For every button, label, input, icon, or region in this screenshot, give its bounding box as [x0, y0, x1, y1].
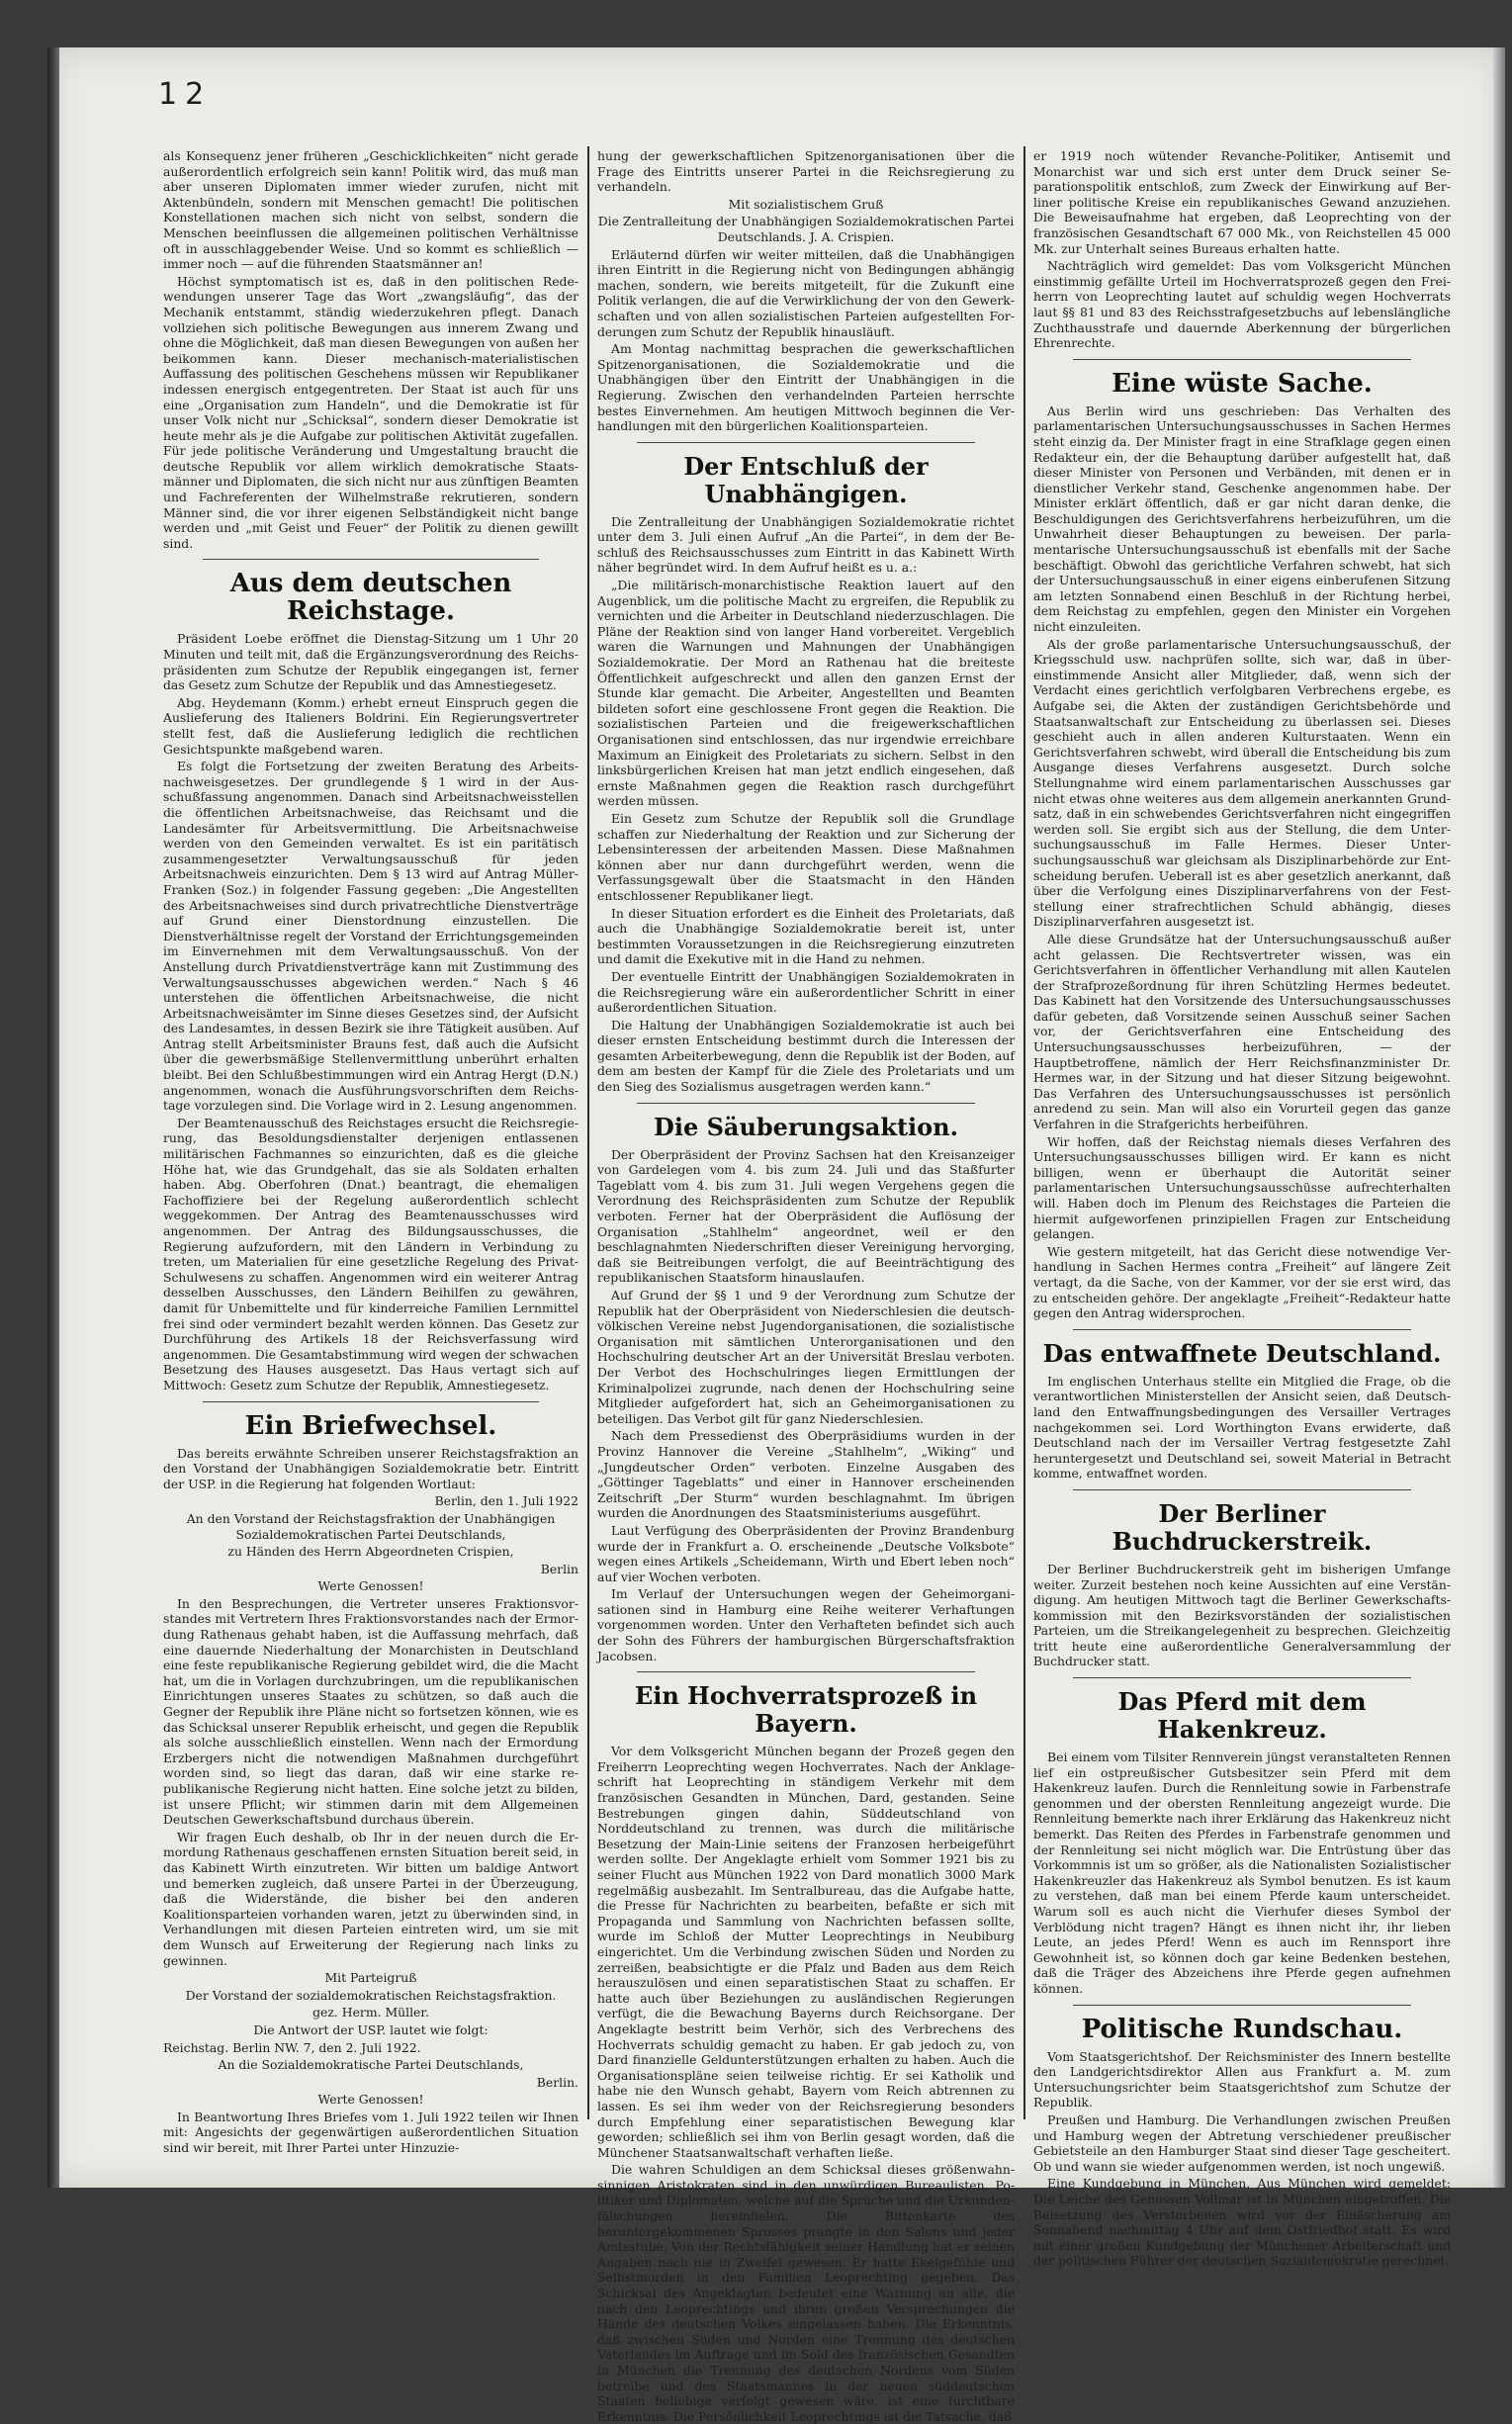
page-number: 12: [158, 77, 213, 112]
headline-buchdrucker: Der Berliner Buchdruckerstreik.: [1112, 1498, 1373, 1556]
article-paragraph: Vom Staatsgerichtshof. Der Reichsminister des Innern bestellte den Landgerichtsdirektor Allen aus Frankfurt a. M. zum Untersuchungsrichter beim Staatsgerichtshof zum Schutze der Republik.: [1033, 2048, 1451, 2110]
article-paragraph: Der Oberpräsident der Provinz Sachsen hat den Kreisanzeiger von Gardelegen vom 4. bis zum 24. Juli und das Staßfurter Tageblatt vom 4. bis zum 31. Juli wegen Vergehens gegen die Verordnung des Reichspräsidenten zum Schutze der Republik verboten. Ferner hat der Oberpräsident die Auflösung der Organisation „Stahlhelm“ angeordnet, weil er den beschlagnahmten Niederschriften dieser Vereinigung hervorging, daß sie Beitreibungen verfolgt, die auf Beeinträchtigung des republikanischen Staatsform hinauslaufen.: [597, 1146, 1015, 1286]
divider: [1073, 359, 1411, 360]
reply-city: Berlin.: [536, 2074, 578, 2090]
article-paragraph: Höchst symptomatisch ist es, daß in den politischen Redewendungen unserer Tage das Wort „zwangsläufig“, das der Mechanik entstammt, ständig wiederzukehren pflegt. Danach vollziehen sich politische Bewegungen aus innerem Zwang und ohne die Möglichkeit, daß man diesen Bewegungen von außen her beikommen kann. Dieser mechanisch-materialistischen Auffassung des politischen Geschehens müssen wir Republikaner indessen energisch entgegentreten. Der Staat ist auch für uns eine „Organisation zum Handeln“, und die Demokratie ist für unser Volk nicht nur „Schicksal“, sondern dieser Demokratie ist heute mehr als je die Aufgabe zur politischen Aktivität zugefallen. Für jede politische Veränderung und Umgestaltung braucht die deutsche Republik vor allem wirklich demokratische Staatsmänner und Diplomaten, die sich nicht nur aus zünftigen Beamten und Fachreferenten der Wilhelmstraße rekrutieren, sondern Männer sind, die vor ihrer eigenen Selbständigkeit nicht bange werden und „mit Geist und Feuer“ der Politik zu dienen gewillt sind.: [163, 273, 578, 551]
article-paragraph: Als der große parlamentarische Untersuchungsausschuß, der Kriegsschuld usw. nachprüfen sollte, sich war, daß in übereinstimmende Ansicht aller Mitglieder, daß, wenn sich der Verdacht eines gerichtlich verfolgbaren Verbrechens ergebe, es Aufgabe sei, die Akten der zuständigen Gerichtsbehörde und Staatsanwaltschaft zur Entscheidung zu überlassen sei. Dieses geschieht auch in allen anderen Kulturstaaten. Wenn ein Gerichtsverfahren schwebt, wird überall die Entscheidung bis zum Ausgange dieses Verfahrens ausgesetzt. Durch solche Stellungnahme wird einem parlamentarischen Ausschusses gar nicht etwas ohne weiteres aus dem allgemein anerkannten Grundsatz, daß in ein schwebendes Gerichtsverfahren nicht eingegriffen werden soll. Sie ergibt sich aus der Stellung, die dem Untersuchungsausschuß im Falle Hermes. Dieser Untersuchungsausschuß war gleichsam als Disziplinarbehörde zur Entscheidung berufen. Ueberall ist es aber gesetzlich anerkannt, daß über die Verfolgung eines Disziplinarverfahrens von der Feststellung einer strafrechtlichen Schuld abhängig, dieses Disziplinarverfahren ausgesetzt ist.: [1033, 636, 1451, 930]
article-paragraph: Es folgt die Fortsetzung der zweiten Beratung des Arbeitsnachweisgesetzes. Der grundlegende § 1 wird in der Ausschußfassung angenommen. Danach sind Arbeitsnachweisstellen die öffentlichen Arbeitsnachweise, das Reichsamt und die Landesämter für Arbeitsvermittlung. Die Arbeitsnachweise werden von den Gemeinden verwaltet. Es ist ein paritätisch zusammengesetzter Verwaltungsausschuß für jeden Arbeitsnachweis einzurichten. Dem § 13 wird auf Antrag Müller-Franken (Soz.) in folgender Fassung gegeben: „Die Angestellten des Arbeitsnachweises sind durch privatrechtliche Dienstverträge auf Grund einer Dienstordnung einzustellen. Die Dienstverhältnisse regelt der Vorstand der Errichtungsgemeinden im Einvernehmen mit dem Verwaltungsausschuß. Von der Anstellung durch Privatdienstverträge kann mit Zustimmung des Verwaltungsausschusses abgewichen werden.“ Nach § 46 unterstehen die öffentlichen Arbeitsnachweise, die nicht Arbeitsnachweisämter im Sinne dieses Gesetzes sind, der Aufsicht des Landesamtes, in dessen Bezirk sie ihre Tätigkeit ausüben. Auf Antrag stellt Arbeitsminister Brauns fest, daß auch die Aufsicht über die gewerbsmäßige Stellenvermittlung unberührt erhalten bleibt. Bei den Schlußbestimmungen wird ein Antrag Hergt (D.N.) angenommen, wonach die Ausführungsvorschriften dem Reichstage vorzulegen sind. Die Vorlage wird in 2. Lesung angenommen.: [163, 759, 578, 1114]
article-paragraph: Der eventuelle Eintritt der Unabhängigen Sozialdemokraten in die Reichsregierung wäre ein außerordentlicher Schritt in einer außerordentlichen Situation.: [597, 968, 1015, 1016]
letter-signature: Der Vorstand der sozialdemokratischen Reichstagsfraktion.: [185, 1987, 557, 2003]
article-paragraph: Vor dem Volksgericht München begann der Prozeß gegen den Freiherrn Leoprechting wegen Hochverrates. Nach der Anklageschrift hat Leoprechting in ständigem Verkehr mit dem französischen Gesandten in München, Dard, gestanden. Seine Bestrebungen gingen dahin, Süddeutschland von Norddeutschland zu trennen, was durch die militärische Besetzung der Main-Linie seitens der Franzosen herbeigeführt werden sollte. Der Angeklagte erhielt vom Sommer 1921 bis zu seiner Flucht aus München 1922 von Dard monatlich 3000 Mark regelmäßig ausbezahlt. Im Sentralbureau, das die Aufgabe hatte, die Presse für Nachrichten zu bearbeiten, befaßte er sich mit Propaganda und Sammlung von Nachrichten befassen sollte, wurde im Schloß der Mutter Leoprechtings in Neubiburg eingerichtet. Um die Verbindung zwischen Süden und Norden zu zerreißen, beabsichtigte er die Pfalz und Baden aus dem Reich herauszulösen und einen separatistischen Staat zu schaffen. Er hatte auch über Beziehungen zu ausländischen Regierungen verfügt, die die Bewachung Bayerns durch Reichsorgane. Der Angeklagte bestritt beim Verhör, sich des Verbrechens des Hochverrats schuldig gemacht zu haben. Er gab jedoch zu, von Dard finanzielle Geldunterstützungen erhalten zu haben. Auch die Organisationspläne seien teilweise richtig. Er sei Katholik und habe nie den Wunsch gehabt, Bayern vom Reich abtrennen zu lassen. Es sei ihm weder von der Reichsregierung besonders durch Empfehlung einer separatistischen Bewegung klar geworden; schließlich sei ihm von Berlin gesagt worden, daß die Münchener Staatsanwaltschaft verhaften ließe.: [597, 1744, 1015, 2160]
article-paragraph: Abg. Heydemann (Komm.) erhebt erneut Einspruch gegen die Auslieferung des Italieners Boldrini. Ein Regierungsvertreter stellt fest, daß die Auslieferung lediglich die rechtlichen Gesichtspunkte maßgebend waren.: [163, 694, 578, 757]
reply-salutation: Werte Genossen!: [317, 2092, 424, 2108]
letter-address: zu Händen des Herrn Abgeordneten Crispien,: [227, 1544, 514, 1560]
divider: [1073, 1489, 1411, 1490]
article-paragraph: Im Verlauf der Untersuchungen wegen der Geheimorganisationen sind in Hamburg eine Reihe weiterer Verhaftungen vorgenommen worden. Unter den Verhafteten befindet sich auch der Sohn des Führers der hamburgischen Bürgerschaftsfraktion Jacobsen.: [597, 1586, 1015, 1663]
headline-hochverrat: Ein Hochverratsprozeß in Bayern.: [634, 1681, 978, 1739]
headline-saeuberung: Die Säuberungsaktion.: [654, 1112, 958, 1141]
letter-closing: Mit Parteigruß: [324, 1970, 417, 1986]
binding-shadow-left: [47, 47, 59, 2188]
article-paragraph: Laut Verfügung des Oberpräsidenten der Provinz Brandenburg wurde der in Frankfurt a. O. erscheinende „Deutsche Volksbote“ wegen eines Artikels „Scheidemann, Wirth und Ebert leben noch“ auf vier Wochen verboten.: [597, 1522, 1015, 1584]
divider: [203, 1401, 539, 1402]
reply-header: Reichstag. Berlin NW. 7, den 2. Juli 1922.: [163, 2039, 421, 2055]
article-paragraph: Wie gestern mitgeteilt, hat das Gericht diese notwendige Verhandlung in Sachen Hermes contra „Freiheit“ auf längere Zeit vertagt, da die Sache, von der Kammer, vor der sie erst wird, das zu entscheiden gehöre. Der angeklagte „Freiheit“-Redakteur hatte gegen den Antrag widersprochen.: [1033, 1243, 1451, 1321]
article-paragraph: Eine Kundgebung in München. Aus München wird gemeldet: Die Leiche des Genossen Vollmar ist in München eingetroffen. Die Beisetzung des Verstorbenen wird vor der Einäscherung am Sonnabend nachmittag 4 Uhr auf dem Ostfriedhof statt. Es wird mit einer großen Kundgebung der Münchener Arbeiterschaft und der politischen Führer der deutschen Sozialdemokratie gerechnet.: [1033, 2176, 1451, 2269]
headline-pferd: Das Pferd mit dem Hakenkreuz.: [1117, 1687, 1367, 1745]
column-rule: [587, 146, 589, 2119]
divider: [1073, 1329, 1411, 1330]
article-paragraph: In Beantwortung Ihres Briefes vom 1. Juli 1922 teilen wir Ihnen mit: Angesichts der gegenwärtigen außerordentlichen Situation sind wir bereit, mit Ihrer Partei unter Hinzuzie-: [163, 2109, 578, 2156]
article-paragraph: Auf Grund der §§ 1 und 9 der Verordnung zum Schutze der Republik hat der Oberpräsident von Niederschlesien die deutsch-völkischen Vereine nebst Jugendorganisationen, die sozialistische Organisation mit sämtlichen Unterorganisationen und den Hochschulring deutscher Art an der Universität Breslau verboten. Der Verbot des Hochschulringes liegen Ermittlungen der Kriminalpolizei zugrunde, nach denen der Hochschulring seine Mitglieder aufgefordert hat, sich an Geheimorganisationen zu beteiligen. Das Verbot gilt für ganz Niederschlesien.: [597, 1288, 1015, 1426]
article-paragraph: In den Besprechungen, die Vertreter unseres Fraktionsvorstandes mit Vertretern Ihres Fraktionsvorstandes nach der Ermordung Rathenaus gehabt haben, ist die Auffassung mehrfach, daß eine dauernde Niederhaltung der Monarchisten in Deutschland eine feste republikanische Regierung gebildet wird, die die Macht hat, um die in Vorlagen durchzubringen, um die republikanischen Einrichtungen unseres Staates zu schützen, so daß auch die Gegner der Republik ihre Pläne nicht so fortsetzen können, wie es das Schicksal unserer Republik erheischt, und gegen die Republik als solche ausschließlich einstellen. Wenn nach der Ermordung Erzbergers nicht die notwendigen Maßnahmen durchgeführt worden sind, so liegt das daran, daß wir eine starke republikanische Regierung nicht hatten. Eine solche jetzt zu bilden, ist unsere Pflicht; wir stimmen darin mit dem Allgemeinen Deutschen Gewerkschaftsbund durchaus überein.: [163, 1595, 578, 1828]
article-paragraph: Im englischen Unterhaus stellte ein Mitglied die Frage, ob die verantwortlichen Ministerstellen der Ansicht seien, daß Deutschland den Entwaffnungsbedingungen des Versailler Vertrages nachgekommen sei. Lord Worthington Evans erwiderte, daß Deutschland nach der im Versailler Vertrag festgesetzte Zahl heruntergesetzt und Deutschland sei, soweit Material in Betracht komme, entwaffnet worden.: [1033, 1373, 1451, 1481]
article-paragraph: Wir hoffen, daß der Reichstag niemals dieses Verfahren des Untersuchungsausschusses billigen wird. Er kann es nicht billigen, wenn er überhaupt die Autorität seiner parlamentarischen Untersuchungsausschüsse aufrechterhalten will. Haben doch im Plenum des Reichstages die Parteien die hiermit aufgeworfenen prinzipiellen Fragen zur Entscheidung gelangen.: [1033, 1133, 1451, 1242]
column-1: [163, 148, 578, 2156]
letter-city: Berlin: [540, 1561, 578, 1576]
reply-intro: Die Antwort der USP. lautet wie folgt:: [253, 2021, 489, 2037]
headline-briefwechsel: Ein Briefwechsel.: [244, 1410, 497, 1441]
article-paragraph: Die wahren Schuldigen an dem Schicksal dieses größenwahnsinnigen Aristokraten sind in den unwürdigen Bureaulisten, Politiker und Diplomaten, welche auf die Sprüche und die Urkundenfälschungen hereinfielen. Die Bittenkarte des heruntergekommenen Sprosses prangte in den Salons und jeder Amtsstube. Von der Rechtsfähigkeit seiner Handlung hat er seinen Angaben nach nie in Zweifel gewesen. Er hatte Ekelgefühle und Selbstmorden in den Familien Leoprechting gegeben. Das Schicksal des Angeklagten bedeutet eine Warnung an alle, die nach den Leoprechtings und ihren großen Versprechungen die Hände des deutschen Volkes eingelassen haben. Die Erkenntnis, daß zwischen Süden und Norden eine Trennung des deutschen Vaterlandes im Auftrage und im Sold des französischen Gesandten in München die Trennung des deutschen Nordens vom Süden betreibe und des Staatsmannes in der neuen süddeutschen Staaten beliebige verfolgt gewesen wäre, ist eine furchtbare Erkenntnis. Die Persönlichkeit Leoprechtings ist die Tatsache, daß: [597, 2162, 1015, 2424]
article-paragraph: Der Berliner Buchdruckerstreik geht im bisherigen Umfange weiter. Zurzeit bestehen noch keine Aussichten auf eine Verständigung. Am heutigen Mittwoch tagt die Berliner Gewerkschaftskommission mit den Bezirksvorständen der sozialistischen Parteien, um die Streikangelegenheit zu besprechen. Gleichzeitig tritt heute eine außerordentliche Generalversammlung der Buchdrucker statt.: [1033, 1561, 1451, 1669]
divider: [1073, 1677, 1411, 1678]
article-paragraph: Am Montag nachmittag besprachen die gewerkschaftlichen Spitzenorganisationen, die Sozialdemokratie und die Unabhängigen über den Eintritt der Unabhängigen in die Regierung. Zwischen den verhandelnden Parteien herrschte bestes Einvernehmen. Am heutigen Mittwoch beginnen die Verhandlungen mit den bürgerlichen Koalitionsparteien.: [597, 341, 1015, 434]
article-paragraph: In dieser Situation erfordert es die Einheit des Proletariats, daß auch die Unabhängige Sozialdemokratie bereit ist, unter bestimmten Voraussetzungen in die Reichsregierung einzutreten und damit die Exekutive mit in die Hand zu nehmen.: [597, 905, 1015, 967]
article-paragraph: Nachträglich wird gemeldet: Das vom Volksgericht München einstimmig gefällte Urteil im Hochverratsprozeß gegen den Freiherrn von Leoprechting lautet auf schuldig wegen Hochverrats laut §§ 81 und 83 des Reichsstrafgesetzbuchs auf lebenslängliche Zuchthausstrafe und dauernde Aberkennung der bürgerlichen Ehrenrechte.: [1033, 258, 1451, 351]
article-paragraph: Preußen und Hamburg. Die Verhandlungen zwischen Preußen und Hamburg wegen der Abtretung verschiedener preußischer Gebietsteile an den Hamburger Staat sind dieser Tage gescheitert. Ob und wann sie wieder aufgenommen werden, ist noch ungewiß.: [1033, 2111, 1451, 2174]
letter-salutation: Werte Genossen!: [317, 1578, 424, 1594]
column-2: [597, 148, 1015, 2424]
headline-entschluss: Der Entschluß der Unabhängigen.: [683, 451, 929, 508]
article-paragraph: Ein Gesetz zum Schutze der Republik soll die Grundlage schaffen zur Niederhaltung der Reaktion und zur Sicherung der Lebensinteressen der arbeitenden Massen. Diese Maßnahmen können aber nur dann durchgeführt werden, wenn die Verfassungsgewalt über die Staatsmacht in den Händen entschlossener Republikaner liegt.: [597, 810, 1015, 903]
article-paragraph: Die Haltung der Unabhängigen Sozialdemokratie ist auch bei dieser ernsten Entscheidung bestimmt durch die Interessen der gesamten Arbeiterbewegung, denn die Republik ist der Boden, auf dem am besten der Kampf für die Ziele des Proletariats und um den Sieg des Sozialismus ausgetragen werden kann.“: [597, 1017, 1015, 1095]
letter-closing: Mit sozialistischem Gruß: [728, 196, 884, 212]
article-paragraph: als Konsequenz jener früheren „Geschicklichkeiten“ nicht gerade außerordentlich erfolgreich sein kann! Politik wird, das muß man aber unseren Diplomaten immer wieder zurufen, nicht mit Aktenbündeln, sondern mit Menschen gemacht! Die politischen Konstellationen machen sich nicht von selbst, sondern die Menschen beeinflussen die allgemeinen politischen Verhältnisse oft in ausschlaggebender Weise. Und so kommt es schließlich — immer noch — auf die führenden Staatsmänner an!: [163, 148, 578, 272]
column-rule: [1023, 146, 1025, 2119]
article-paragraph: Das bereits erwähnte Schreiben unserer Reichstagsfraktion an den Vorstand der Unabhängigen Sozialdemokratie betr. Eintritt der USP. in die Regierung hat folgenden Wortlaut:: [163, 1445, 578, 1491]
binding-edge-right: [1493, 47, 1505, 2188]
article-paragraph: Alle diese Grundsätze hat der Untersuchungsausschuß außer acht gelassen. Die Rechtsvertreter wissen, was ein Gerichtsverfahren in öffentlicher Verhandlung mit allen Kautelen der Strafprozeßordnung für ihren Schützling Hermes bedeutet. Das Kabinett hat den Vorsitzende des Untersuchungsausschusses dafür gebeten, daß Vorsitzende seinen Ausschuß seiner Sachen vor, der Gerichtsverfahren eine Entscheidung des Untersuchungsausschusses herbeizuführen, — der Hauptbetroffene, nämlich der Herr Reichsfinanzminister Dr. Hermes war, in der Sitzung und hat dieser Sitzung beigewohnt. Das Verfahren des Untersuchungsausschusses ist persönlich anredend zu sein. Man will also ein Vorurteil gegen das ganze Verfahren in die Strafgerichts herbeiführen.: [1033, 931, 1451, 1132]
divider: [203, 559, 539, 560]
headline-reichstag: Aus dem deutschen Reichstage.: [229, 569, 512, 627]
headline-rundschau: Politische Rundschau.: [1081, 2014, 1403, 2044]
divider: [1073, 2005, 1411, 2006]
column-3: [1033, 148, 1451, 2269]
letter-address: An den Vorstand der Reichstagsfraktion der Unabhängigen Sozialdemokratischen Partei Deutschlands,: [186, 1510, 556, 1542]
headline-wueste-sache: Eine wüste Sache.: [1112, 368, 1373, 399]
article-paragraph: Nach dem Pressedienst des Oberpräsidiums wurden in der Provinz Hannover die Vereine „Stahlhelm“, „Wiking“ und „Jungdeutscher Orden“ verboten. Einzelne Ausgaben des „Göttinger Tageblatts“ und einer in Hannover erscheinenden Zeitschrift „Der Sturm“ wurden beschlagnahmt. Im übrigen wurden die Anordnungen des Staatsministeriums ausgeführt.: [597, 1428, 1015, 1521]
letter-signature: gez. Herm. Müller.: [312, 2005, 429, 2020]
article-paragraph: Präsident Loebe eröffnet die Dienstag-Sitzung um 1 Uhr 20 Minuten und teilt mit, daß die Ergänzungsverordnung des Reichspräsidenten zum Schutze der Republik eingegangen ist, ferner das Gesetz zum Schutze der Republik und das Amnestiegesetz.: [163, 631, 578, 693]
article-paragraph: er 1919 noch wütender Revanche-Politiker, Antisemit und Monarchist war und sich erst unter dem Druck seiner Separationspolitik entschloß, zum Zweck der Einwirkung auf Berliner politische Kreise ein republikanisches Gewand anzuziehen. Die Beweisaufnahme hat ergeben, daß Leoprechting von der französischen Gesandtschaft 67 000 Mk., von Reichstellen 45 000 Mk. zur Unterhalt seines Bureaus erhalten hatte.: [1033, 148, 1451, 256]
divider: [637, 1103, 975, 1104]
article-paragraph: Aus Berlin wird uns geschrieben: Das Verhalten des parlamentarischen Untersuchungsausschusses in Sachen Hermes steht einzig da. Der Minister fragt in eine Strafklage gegen einen Redakteur ein, der die Behauptung darüber aufgestellt hat, daß dieser Minister von Personen und Verbänden, mit denen er in dienstlicher Verkehr stand, Geschenke angenommen habe. Der Minister erklärt öffentlich, daß er gar nicht daran denke, die Beschuldigungen des Gerichtsverfahrens herbeizuführen, um die Unwahrheit dieser Behauptungen zu beweisen. Der parlamentarische Untersuchungsausschuß ist ebenfalls mit der Sache beschäftigt. Obwohl das gerichtliche Verfahren schwebt, hat sich der Untersuchungsausschuß in einer eigens einberufenen Sitzung am letzten Sonnabend einen Beschluß in der Richtung herbei, dem Reichstag zu empfehlen, gegen den Minister ein Vorgehen nicht einzuleiten.: [1033, 403, 1451, 635]
divider: [637, 1671, 975, 1672]
article-paragraph: Wir fragen Euch deshalb, ob Ihr in der neuen durch die Ermordung Rathenaus geschaffenen ernsten Situation bereit seid, in das Kabinett Wirth einzutreten. Wir bitten um baldige Antwort und bemerken zugleich, daß unsere Partei in der Überzeugung, daß die Widerstände, die bisher bei den anderen Koalitionsparteien vorhanden waren, jetzt zu überwinden sind, in Verhandlungen mit diesen Parteien eintreten wird, um sie mit dem Wunsch auf Erweiterung der Regierung nach links zu gewinnen.: [163, 1829, 578, 1968]
article-paragraph: Der Beamtenausschuß des Reichstages ersucht die Reichsregierung, das Besoldungsdienstalter derjenigen entlassenen militärischen Fachmannes so einzurichten, daß es die gleiche Höhe hat, wie das Grundgehalt, das sie als Soldaten erhalten haben. Abg. Oberfohren (Dnat.) beantragt, die ehemaligen Fachoffiziere bei der Regelung außerordentlich schlecht weggekommen. Der Antrag des Beamtenausschusses wird angenommen. Der Antrag des Bildungsausschusses, die Regierung aufzufordern, mit den Ländern in Verbindung zu treten, um Materialien für eine gesetzliche Regelung des Privat-Schulwesens zu schaffen. Angenommen wird ein weiterer Antrag desselben Ausschusses, den Ländern Beihilfen zu gewähren, damit für Unbemittelte und für kinderreiche Familien Lernmittel frei sind oder vermindert bezahlt werden können. Das Gesetz zur Durchführung des Artikels 18 der Reichsverfassung wird angenommen. Die Gesamtabstimmung wird wegen der schwachen Besetzung des Hauses ausgesetzt. Das Haus vertagt sich auf Mittwoch: Gesetz zum Schutze der Republik, Amnestiegesetz.: [163, 1115, 578, 1392]
divider: [637, 442, 975, 443]
letter-signature: Die Zentralleitung der Unabhängigen Sozialdemokratischen Partei Deutschlands. J. A. Crispien.: [597, 214, 1015, 244]
reply-address: An die Sozialdemokratische Partei Deutschlands,: [218, 2057, 524, 2073]
article-paragraph: Bei einem vom Tilsiter Rennverein jüngst veranstalteten Rennen lief ein ostpreußischer Gutsbesitzer sein Pferd mit dem Hakenkreuz laufen. Durch die Rennleitung sowie in Farbenstrafe genommen und der obersten Rennleitung angezeigt wurde. Die Rennleitung bemerkte nach ihrer Erklärung das Hakenkreuz nicht bemerkt. Das Reiten des Pferdes in Farbenstrafe genommen und der Rennleitung sei nicht möglich war. Die Entrüstung über das Vorkommnis ist um so größer, als die Nationalisten Sozialistischer Hakenkreuzler das Hakenkreuz als Symbol benutzen. Es ist kaum zu verstehen, daß man bei einem Pferde kaum unterscheidet. Warum soll es auch nicht die Vierhufer dieses Symbol der Verblödung nicht tragen? Hängt es ihnen nicht ihr, ihr lieben Leute, an jedes Pferd! Wenn es auch im Rennsport ihre Gewohnheit ist, so können doch gar keine Bedenken bestehen, daß die Träger des Abzeichens ihre Pferde gegen aufnehmen können.: [1033, 1750, 1451, 1996]
article-paragraph: Die Zentralleitung der Unabhängigen Sozialdemokratie richtet unter dem 3. Juli einen Aufruf „An die Partei“, in dem der Beschluß des Reichsausschusses zum Eintritt in das Kabinett Wirth näher begründet wird. In dem Aufruf heißt es u. a.:: [597, 513, 1015, 576]
letter-date: Berlin, den 1. Juli 1922: [434, 1493, 578, 1509]
article-paragraph: „Die militärisch-monarchistische Reaktion lauert auf den Augenblick, um die politische Macht zu ergreifen, die Republik zu vernichten und die Arbeiter in Deutschland niederzuschlagen. Die Pläne der Reaktion sind von langer Hand vorbereitet. Vergeblich waren die Warnungen und Mahnungen der Unabhängigen Sozialdemokratie. Der Mord an Rathenau hat die breiteste Öffentlichkeit aufgeschreckt und allen den ganzen Ernst der Stunde klar gemacht. Die Arbeiter, Angestellten und Beamten bildeten sofort eine geschlossene Front gegen die Reaktion. Die sozialistischen Parteien und die freigewerkschaftlichen Organisationen sind entschlossen, das nur irgendwie erreichbare Maximum an Einigkeit des Proletariats zu sichern. Selbst in den linksbürgerlichen Kreisen hat man jetzt endlich eingesehen, daß ernste Maßnahmen gegen die Reaktion rasch durchgeführt werden müssen.: [597, 578, 1015, 809]
article-paragraph: Erläuternd dürfen wir weiter mitteilen, daß die Unabhängigen ihren Eintritt in die Regierung nicht von Bedingungen abhängig machen, sondern, wie bereits mitgeteilt, für die Zukunft eine Politik verlangen, die auf die Verwirklichung der von den Gewerkschaften und von allen sozialistischen Parteien aufgestellten Forderungen zum Schutz der Republik hinausläuft.: [597, 246, 1015, 339]
article-paragraph: hung der gewerkschaftlichen Spitzenorganisationen über die Frage des Eintritts unserer Partei in die Reichsregierung zu verhandeln.: [597, 148, 1015, 195]
headline-entwaffnet: Das entwaffnete Deutschland.: [1042, 1338, 1442, 1368]
